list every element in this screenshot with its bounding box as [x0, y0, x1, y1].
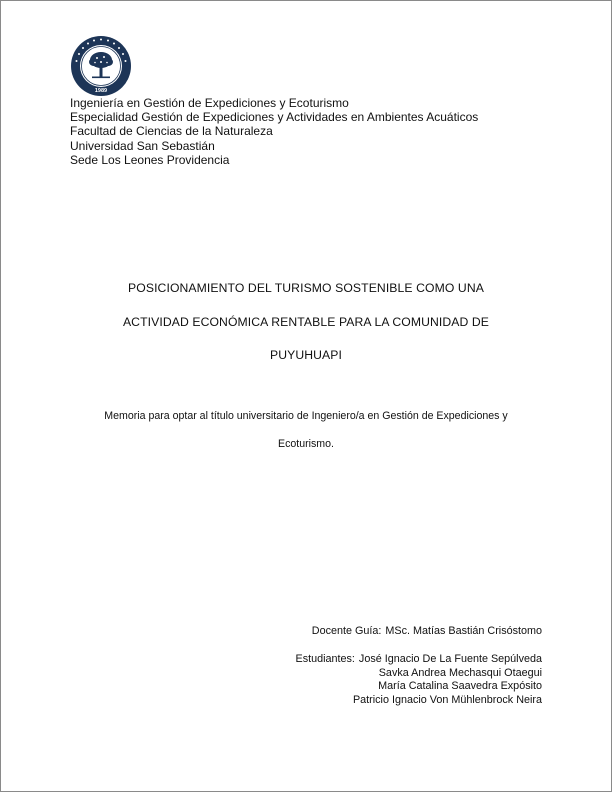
student-name: Patricio Ignacio Von Mühlenbrock Neira	[352, 693, 542, 706]
institution-header	[70, 96, 478, 167]
students-label: Estudiantes:	[295, 653, 355, 665]
degree-statement	[60, 402, 552, 458]
title-line: ACTIVIDAD ECONÓMICA RENTABLE PARA LA COMUNIDAD DE	[122, 314, 490, 329]
title-line: PUYUHUAPI	[269, 348, 342, 362]
header-line-campus: Sede Los Leones Providencia	[70, 152, 230, 167]
student-line	[296, 653, 543, 667]
university-seal-icon	[70, 35, 132, 97]
students-block	[296, 653, 543, 707]
student-name: María Catalina Saavedra Expósito	[378, 680, 542, 693]
advisor-line	[312, 625, 542, 637]
degree-statement-line: Ecoturismo.	[278, 438, 334, 450]
student-name: Savka Andrea Mechasqui Otaegui	[378, 666, 542, 679]
advisor-label: Docente Guía:	[311, 625, 382, 637]
header-line-university: Universidad San Sebastián	[70, 138, 215, 153]
advisor-name: MSc. Matías Bastián Crisóstomo	[385, 625, 542, 637]
thesis-title	[60, 272, 552, 373]
student-name: José Ignacio De La Fuente Sepúlveda	[358, 653, 542, 665]
header-line-faculty: Facultad de Ciencias de la Naturaleza	[70, 124, 273, 139]
header-line-program: Ingeniería en Gestión de Expediciones y Ecoturismo	[70, 96, 349, 110]
svg-text:1989: 1989	[94, 88, 108, 94]
title-line: POSICIONAMIENTO DEL TURISMO SOSTENIBLE COMO UNA	[128, 281, 484, 295]
header-line-specialty: Especialidad Gestión de Expediciones y Actividades en Ambientes Acuáticos	[70, 110, 479, 125]
degree-statement-line: Memoria para optar al título universitario de Ingeniero/a en Gestión de Expediciones y	[104, 410, 508, 422]
